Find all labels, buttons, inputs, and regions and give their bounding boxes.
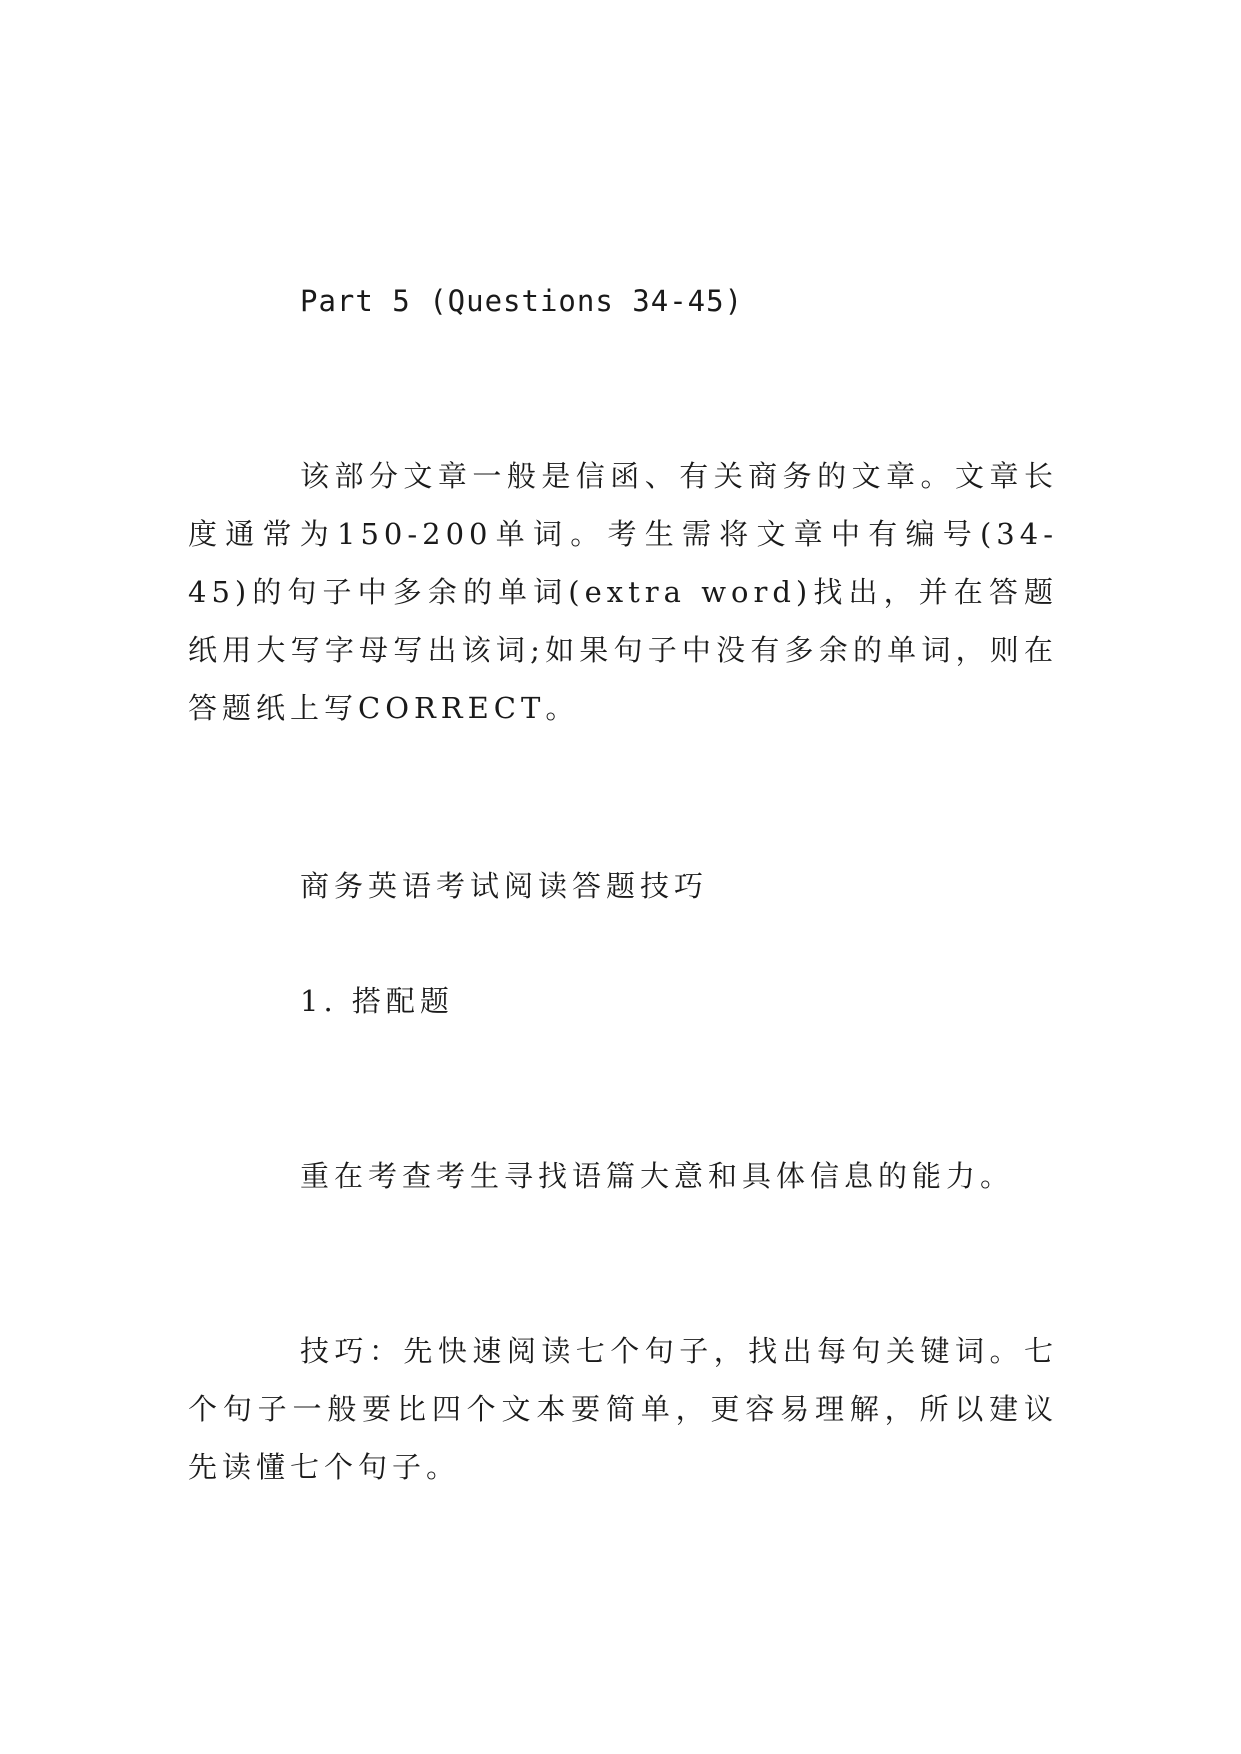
tip-paragraph: 技巧：先快速阅读七个句子，找出每句关键词。七个句子一般要比四个文本要简单，更容易理解，所以建议先读懂七个句子。 bbox=[188, 1334, 1058, 1484]
list-item-matching: 1. 搭配题 bbox=[300, 984, 454, 1018]
focus-paragraph: 重在考查考生寻找语篇大意和具体信息的能力。 bbox=[300, 1159, 1015, 1193]
section-heading: Part 5 (Questions 34-45) bbox=[300, 284, 744, 318]
intro-paragraph: 该部分文章一般是信函、有关商务的文章。文章长度通常为150-200单词。考生需将文章中有编号(34-45)的句子中多余的单词(extra word)找出，并在答题纸用大写字母写出该词;如果句子中没有多余的单词，则在答题纸上写CORRECT。 bbox=[188, 459, 1058, 725]
tips-title: 商务英语考试阅读答题技巧 bbox=[300, 869, 709, 903]
